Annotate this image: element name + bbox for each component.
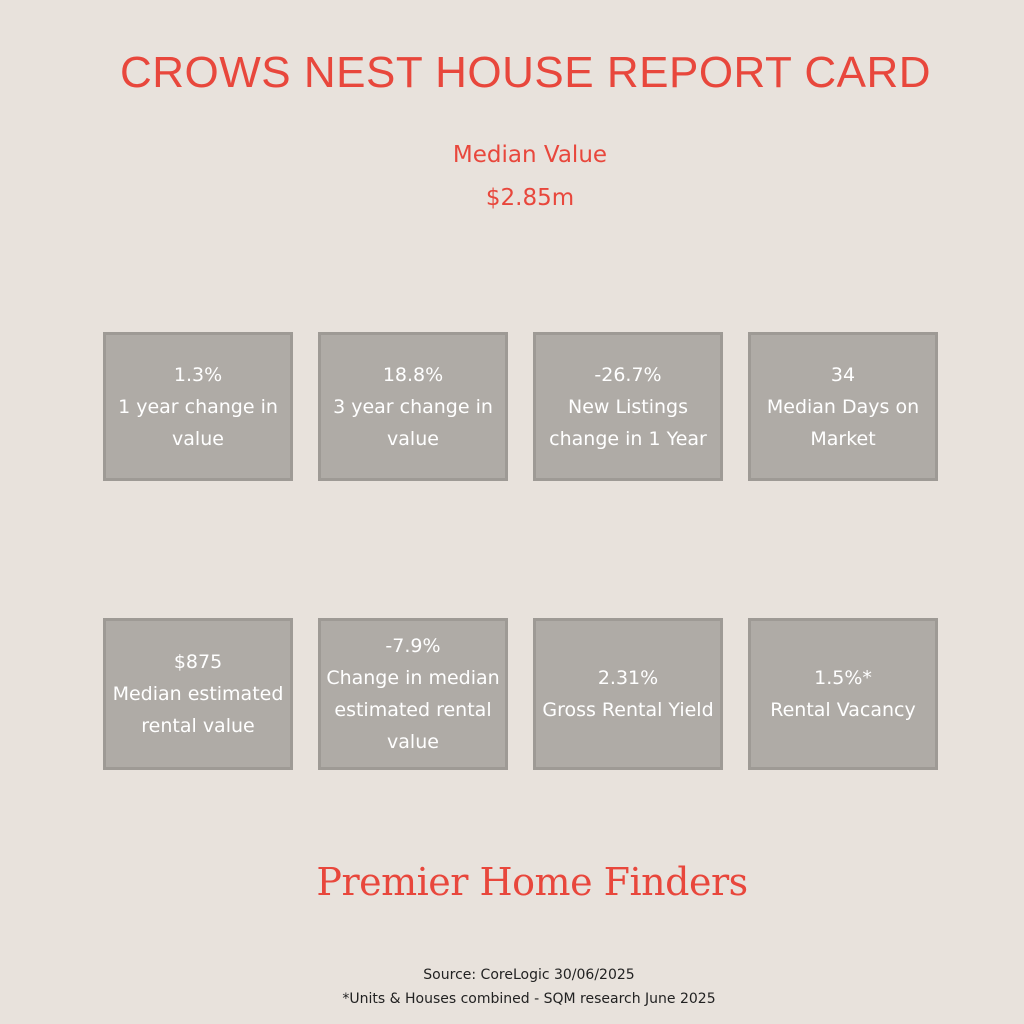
- median-value-amount: $2.85m: [485, 185, 575, 211]
- stat-card-description: New Listings change in 1 Year: [549, 395, 707, 450]
- stat-card-value: 18.8%: [382, 363, 444, 386]
- stat-card-1-year-change: [103, 332, 293, 481]
- stat-card-description: Gross Rental Yield: [542, 699, 714, 721]
- brand-logo: Premier Home Finders: [316, 860, 748, 904]
- stat-card-description: Median Days on Market: [766, 395, 920, 450]
- stat-card-new-listings: [533, 332, 723, 481]
- stat-card-value: 1.5%*: [814, 667, 872, 689]
- stat-card-rental-yield: [533, 618, 723, 770]
- stat-card-description: 3 year change in value: [333, 395, 493, 450]
- stat-card-description: Median estimated rental value: [112, 683, 284, 737]
- stat-card-rent-change: [318, 618, 508, 770]
- stat-card-description: Rental Vacancy: [770, 699, 916, 721]
- stat-card-description: 1 year change in value: [118, 395, 278, 450]
- stat-card-value: $875: [173, 651, 223, 673]
- stat-card-median-rent: [103, 618, 293, 770]
- footer-note: *Units & Houses combined - SQM research June 2025: [342, 991, 716, 1007]
- stat-card-value: 1.3%: [173, 363, 223, 386]
- stat-card-value: 34: [830, 363, 856, 386]
- stat-card-3-year-change: [318, 332, 508, 481]
- median-value-label: Median Value: [452, 142, 608, 168]
- page-title: CROWS NEST HOUSE REPORT CARD: [120, 48, 932, 97]
- footer-source: Source: CoreLogic 30/06/2025: [423, 967, 635, 983]
- stat-card-days-on-market: [748, 332, 938, 481]
- stat-card-value: 2.31%: [597, 667, 659, 689]
- stat-card-value: -26.7%: [594, 363, 662, 386]
- stat-card-description: Change in median estimated rental value: [326, 667, 500, 753]
- stat-card-rental-vacancy: [748, 618, 938, 770]
- stat-card-value: -7.9%: [385, 635, 441, 657]
